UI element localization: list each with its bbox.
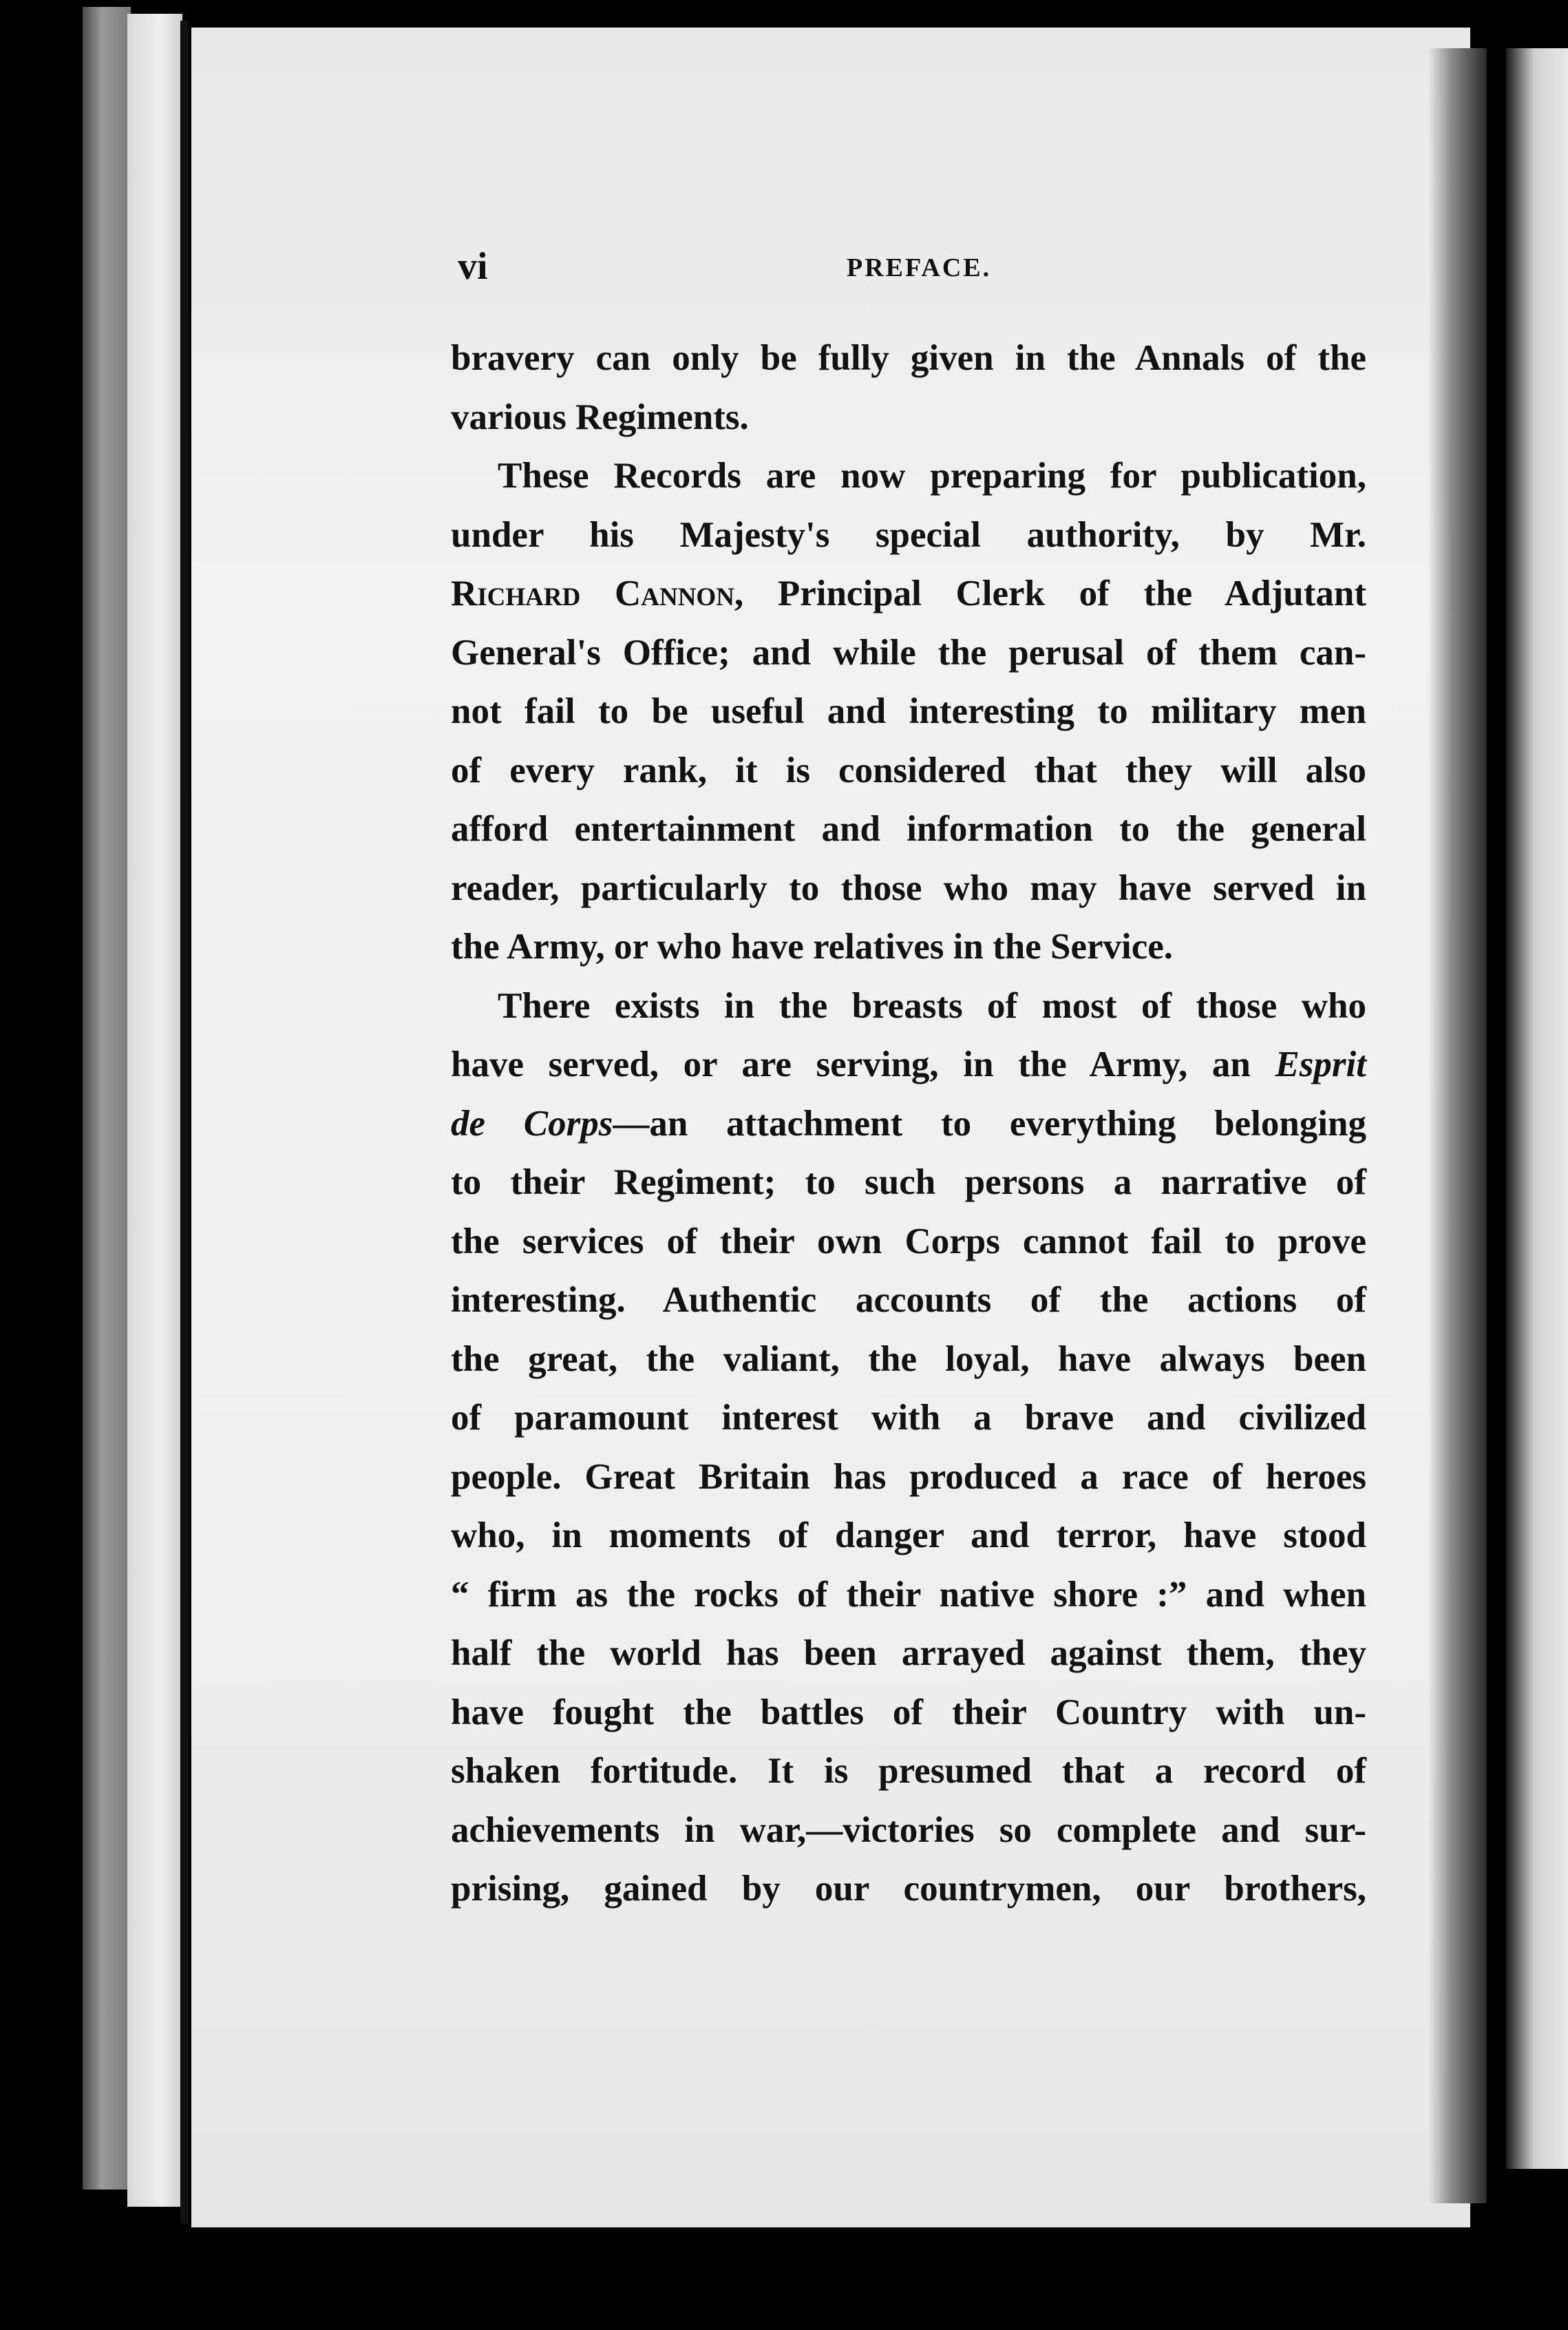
text-line: not fail to be useful and interesting to military men (451, 691, 1366, 731)
text-line: have fought the battles of their Country with un- (451, 1692, 1366, 1732)
gutter-shadow (180, 21, 189, 2224)
text-line: under his Majesty's special authority, by Mr. (451, 514, 1366, 555)
text-line: various Regiments. (451, 397, 749, 437)
text-line: the services of their own Corps cannot fail to prove (451, 1221, 1366, 1261)
text-line (451, 1095, 1366, 1154)
italic-phrase: de Corps (451, 1103, 613, 1144)
text-line: reader, particularly to those who may have served in (451, 868, 1366, 908)
text-line (451, 565, 1366, 624)
text-line: These Records are now preparing for publication, (498, 456, 1366, 496)
text-line: people. Great Britain has produced a race of heroes (451, 1456, 1366, 1497)
text-fragment: , Principal Clerk of the Adjutant (734, 574, 1366, 613)
book-edge-left (83, 7, 131, 2190)
text-line: afford entertainment and information to the general (451, 809, 1366, 849)
text-line (451, 1036, 1366, 1095)
italic-phrase: Esprit (1275, 1045, 1366, 1084)
next-page-edge (1506, 48, 1568, 2169)
text-line: achievements in war,—victories so complete and sur- (451, 1809, 1366, 1850)
text-line: of paramount interest with a brave and civilized (451, 1398, 1366, 1438)
text-fragment: have served, or are serving, in the Army, an (451, 1045, 1275, 1084)
text-line: “ firm as the rocks of their native shore :” and when (451, 1574, 1366, 1615)
body-text (451, 329, 1366, 1919)
page-edge-shadow (1428, 48, 1487, 2203)
text-line: General's Office; and while the perusal of them can- (451, 632, 1366, 673)
text-line: who, in moments of danger and terror, have stood (451, 1515, 1366, 1555)
text-line: prising, gained by our countrymen, our brothers, (451, 1869, 1366, 1909)
book-edge-left-inner (127, 14, 182, 2207)
text-line: shaken fortitude. It is presumed that a record of (451, 1751, 1366, 1791)
text-line: interesting. Authentic accounts of the actions of (451, 1280, 1366, 1320)
text-line: bravery can only be fully given in the Annals of the (451, 338, 1366, 378)
page-header (458, 244, 1366, 293)
text-line: to their Regiment; to such persons a narrative of (451, 1162, 1366, 1202)
running-head: PREFACE. (847, 253, 992, 282)
text-line: half the world has been arrayed against them, they (451, 1633, 1366, 1673)
text-fragment: —an attachment to everything belonging (613, 1103, 1366, 1144)
name-small-caps: Richard Cannon (451, 574, 734, 613)
page-number: vi (458, 245, 488, 288)
text-line: the great, the valiant, the loyal, have always been (451, 1339, 1366, 1379)
text-line: There exists in the breasts of most of those who (498, 985, 1366, 1026)
text-line: the Army, or who have relatives in the Service. (451, 927, 1174, 967)
text-line: of every rank, it is considered that they will also (451, 750, 1366, 790)
